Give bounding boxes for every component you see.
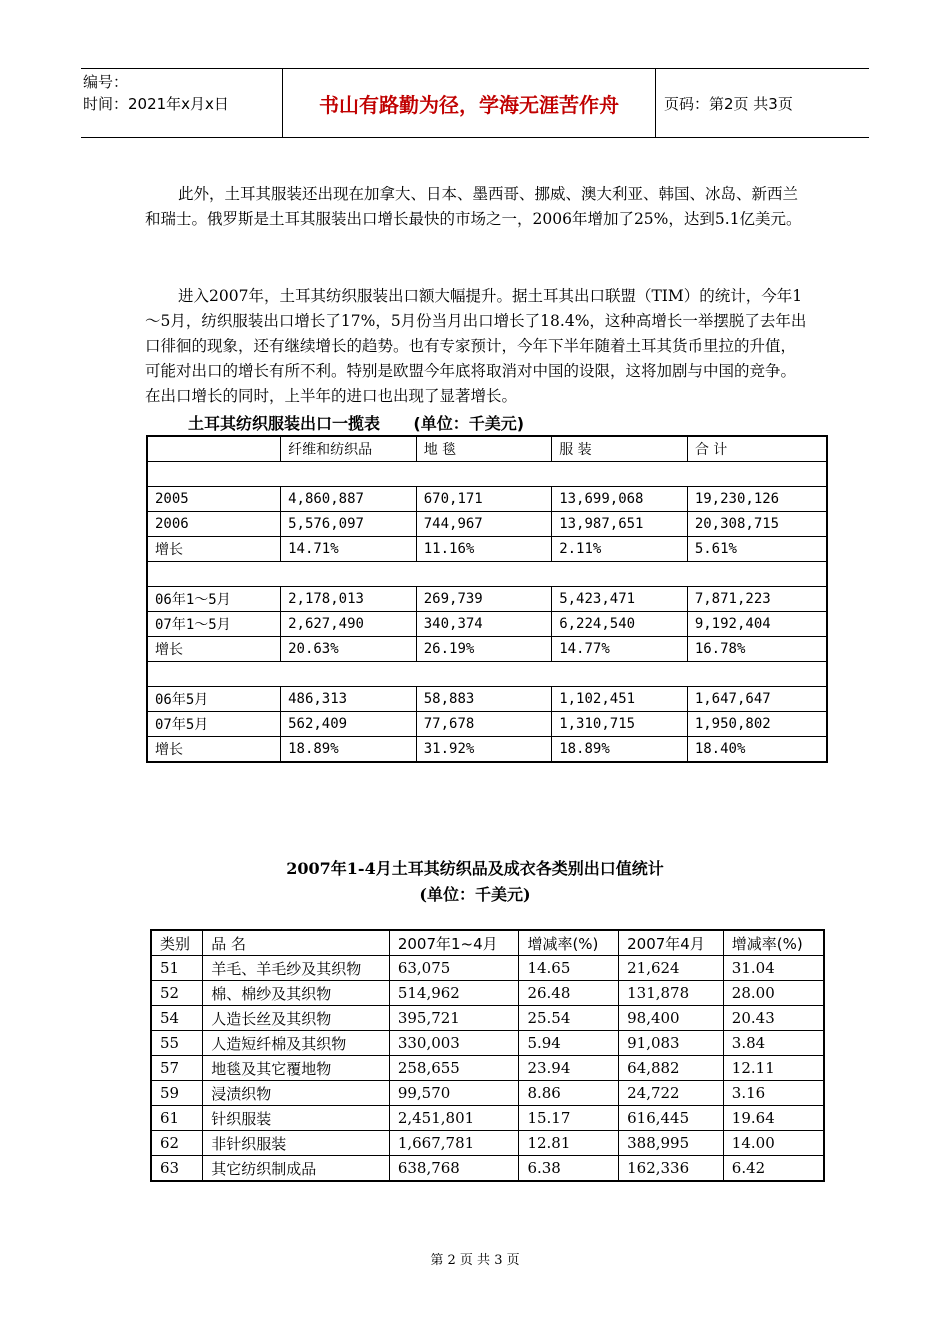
table-cell: 258,655 xyxy=(389,1056,519,1081)
header-meta xyxy=(81,69,282,137)
spacer-cell xyxy=(147,662,827,687)
product-name: 地毯及其它覆地物 xyxy=(203,1056,390,1081)
table-cell: 18.40% xyxy=(687,737,827,763)
table-cell: 14.00 xyxy=(723,1131,824,1156)
row-label: 06年1～5月 xyxy=(147,587,281,612)
table-cell: 14.71% xyxy=(281,537,417,562)
table-cell: 19,230,126 xyxy=(687,487,827,512)
table-cell: 162,336 xyxy=(619,1156,724,1182)
category-code: 54 xyxy=(151,1006,203,1031)
table-row xyxy=(147,587,827,612)
product-name: 人造短纤棉及其织物 xyxy=(203,1031,390,1056)
table-row xyxy=(151,1131,824,1156)
table-row xyxy=(147,737,827,763)
page-number-label: 页码：第2页 共3页 xyxy=(664,94,793,113)
spacer-cell xyxy=(147,562,827,587)
table-cell: 6,224,540 xyxy=(552,612,688,637)
row-label: 增长 xyxy=(147,637,281,662)
table-cell: 19.64 xyxy=(723,1106,824,1131)
column-header: 增减率(%) xyxy=(519,930,619,956)
table-cell: 16.78% xyxy=(687,637,827,662)
header-motto: 书山有路勤为径，学海无涯苦作舟 xyxy=(282,69,656,137)
table-spacer-row xyxy=(147,662,827,687)
category-code: 55 xyxy=(151,1031,203,1056)
table-cell: 25.54 xyxy=(519,1006,619,1031)
column-header: 地 毯 xyxy=(416,436,551,462)
row-label: 2005 xyxy=(147,487,281,512)
row-label: 增长 xyxy=(147,737,281,763)
column-header xyxy=(147,436,281,462)
column-header: 纤维和纺织品 xyxy=(281,436,417,462)
table-cell: 12.11 xyxy=(723,1056,824,1081)
table-row xyxy=(147,537,827,562)
table-row xyxy=(151,1031,824,1056)
product-name: 针织服装 xyxy=(203,1106,390,1131)
time-label: 时间：2021年x月x日 xyxy=(83,95,229,113)
product-name: 非针织服装 xyxy=(203,1131,390,1156)
table-cell: 269,739 xyxy=(416,587,551,612)
table-cell: 3.16 xyxy=(723,1081,824,1106)
product-name: 人造长丝及其织物 xyxy=(203,1006,390,1031)
table-cell: 5,423,471 xyxy=(552,587,688,612)
table-cell: 670,171 xyxy=(416,487,551,512)
column-header: 类别 xyxy=(151,930,203,956)
table1-title: 土耳其纺织服装出口一揽表 (单位：千美元) xyxy=(188,414,525,433)
table-cell: 2,451,801 xyxy=(389,1106,519,1131)
product-name: 其它纺织制成品 xyxy=(203,1156,390,1182)
table-cell: 58,883 xyxy=(416,687,551,712)
table-cell: 28.00 xyxy=(723,981,824,1006)
table-cell: 77,678 xyxy=(416,712,551,737)
table-row xyxy=(147,712,827,737)
column-header: 服 装 xyxy=(552,436,688,462)
table-cell: 99,570 xyxy=(389,1081,519,1106)
table-row xyxy=(147,487,827,512)
table-row xyxy=(151,1056,824,1081)
table-cell: 18.89% xyxy=(281,737,417,763)
product-name: 棉、棉纱及其织物 xyxy=(203,981,390,1006)
row-label: 07年5月 xyxy=(147,712,281,737)
column-header: 品 名 xyxy=(203,930,390,956)
table-cell: 1,950,802 xyxy=(687,712,827,737)
product-name: 浸渍织物 xyxy=(203,1081,390,1106)
table-cell: 3.84 xyxy=(723,1031,824,1056)
product-name: 羊毛、羊毛纱及其织物 xyxy=(203,956,390,981)
table-cell: 13,987,651 xyxy=(552,512,688,537)
table-row xyxy=(147,512,827,537)
table-row xyxy=(147,637,827,662)
export-overview-table xyxy=(146,435,828,763)
code-label: 编号： xyxy=(83,73,129,91)
table-cell: 12.81 xyxy=(519,1131,619,1156)
table-cell: 486,313 xyxy=(281,687,417,712)
table-cell: 1,102,451 xyxy=(552,687,688,712)
table-cell: 6.42 xyxy=(723,1156,824,1182)
table-cell: 13,699,068 xyxy=(552,487,688,512)
table-cell: 514,962 xyxy=(389,981,519,1006)
category-code: 61 xyxy=(151,1106,203,1131)
column-header: 合 计 xyxy=(687,436,827,462)
table-row xyxy=(151,1106,824,1131)
table-cell: 18.89% xyxy=(552,737,688,763)
category-code: 52 xyxy=(151,981,203,1006)
table-cell: 6.38 xyxy=(519,1156,619,1182)
table-row xyxy=(151,956,824,981)
table-cell: 26.19% xyxy=(416,637,551,662)
category-code: 57 xyxy=(151,1056,203,1081)
table-spacer-row xyxy=(147,562,827,587)
table-cell: 64,882 xyxy=(619,1056,724,1081)
category-export-table xyxy=(150,929,825,1182)
table-cell: 14.77% xyxy=(552,637,688,662)
table-cell: 2.11% xyxy=(552,537,688,562)
table-cell: 395,721 xyxy=(389,1006,519,1031)
table-cell: 5.61% xyxy=(687,537,827,562)
paragraph-1: 此外，土耳其服装还出现在加拿大、日本、墨西哥、挪威、澳大利亚、韩国、冰岛、新西兰和瑞士。俄罗斯是土耳其服装出口增长最快的市场之一，2006年增加了25%，达到5.1亿美元。 xyxy=(145,185,802,228)
table-cell: 26.48 xyxy=(519,981,619,1006)
table-spacer-row xyxy=(147,462,827,487)
table-cell: 21,624 xyxy=(619,956,724,981)
table-row xyxy=(147,687,827,712)
table-cell: 15.17 xyxy=(519,1106,619,1131)
table-cell: 31.92% xyxy=(416,737,551,763)
table2-unit: (单位：千美元) xyxy=(419,885,531,904)
table-cell: 91,083 xyxy=(619,1031,724,1056)
table-header-row xyxy=(147,436,827,462)
row-label: 06年5月 xyxy=(147,687,281,712)
category-code: 63 xyxy=(151,1156,203,1182)
row-label: 07年1～5月 xyxy=(147,612,281,637)
category-code: 59 xyxy=(151,1081,203,1106)
table-cell: 98,400 xyxy=(619,1006,724,1031)
table-row xyxy=(151,1156,824,1182)
table-cell: 744,967 xyxy=(416,512,551,537)
table-row xyxy=(151,1006,824,1031)
table-cell: 9,192,404 xyxy=(687,612,827,637)
category-code: 62 xyxy=(151,1131,203,1156)
table-cell: 340,374 xyxy=(416,612,551,637)
table-row xyxy=(147,612,827,637)
table-cell: 11.16% xyxy=(416,537,551,562)
table-row xyxy=(151,1081,824,1106)
table-cell: 638,768 xyxy=(389,1156,519,1182)
table-cell: 31.04 xyxy=(723,956,824,981)
table-cell: 330,003 xyxy=(389,1031,519,1056)
table-cell: 2,627,490 xyxy=(281,612,417,637)
column-header: 增减率(%) xyxy=(723,930,824,956)
table-cell: 4,860,887 xyxy=(281,487,417,512)
table-row xyxy=(151,981,824,1006)
table-cell: 1,310,715 xyxy=(552,712,688,737)
category-code: 51 xyxy=(151,956,203,981)
row-label: 2006 xyxy=(147,512,281,537)
table-cell: 1,667,781 xyxy=(389,1131,519,1156)
table-cell: 388,995 xyxy=(619,1131,724,1156)
table-cell: 5.94 xyxy=(519,1031,619,1056)
table-cell: 24,722 xyxy=(619,1081,724,1106)
row-label: 增长 xyxy=(147,537,281,562)
table2-title: 2007年1-4月土耳其纺织品及成衣各类别出口值统计 xyxy=(286,859,664,878)
paragraph-2: 进入2007年，土耳其纺织服装出口额大幅提升。据土耳其出口联盟（TIM）的统计，今年1～5月，纺织服装出口增长了17%，5月份当月出口增长了18.4%，这种高增长一举摆脱了去年出口徘徊的现象，还有继续增长的趋势。也有专家预计，今年下半年随着土耳其货币里拉的升值，可能对出口的增长有所不利。特别是欧盟今年底将取消对中国的设限，这将加剧与中国的竞争。在出口增长的同时，上半年的进口也出现了显著增长。 xyxy=(145,287,807,405)
table-cell: 2,178,013 xyxy=(281,587,417,612)
table-cell: 7,871,223 xyxy=(687,587,827,612)
table-cell: 20,308,715 xyxy=(687,512,827,537)
table-cell: 20.63% xyxy=(281,637,417,662)
table-cell: 14.65 xyxy=(519,956,619,981)
table-header-row xyxy=(151,930,824,956)
table-cell: 20.43 xyxy=(723,1006,824,1031)
table-cell: 5,576,097 xyxy=(281,512,417,537)
table-cell: 562,409 xyxy=(281,712,417,737)
column-header: 2007年1~4月 xyxy=(389,930,519,956)
table-cell: 1,647,647 xyxy=(687,687,827,712)
table-cell: 616,445 xyxy=(619,1106,724,1131)
spacer-cell xyxy=(147,462,827,487)
table-cell: 23.94 xyxy=(519,1056,619,1081)
column-header: 2007年4月 xyxy=(619,930,724,956)
table-cell: 63,075 xyxy=(389,956,519,981)
table-cell: 131,878 xyxy=(619,981,724,1006)
page-header xyxy=(81,68,869,138)
table-cell: 8.86 xyxy=(519,1081,619,1106)
page-footer: 第 2 页 共 3 页 xyxy=(430,1253,520,1268)
